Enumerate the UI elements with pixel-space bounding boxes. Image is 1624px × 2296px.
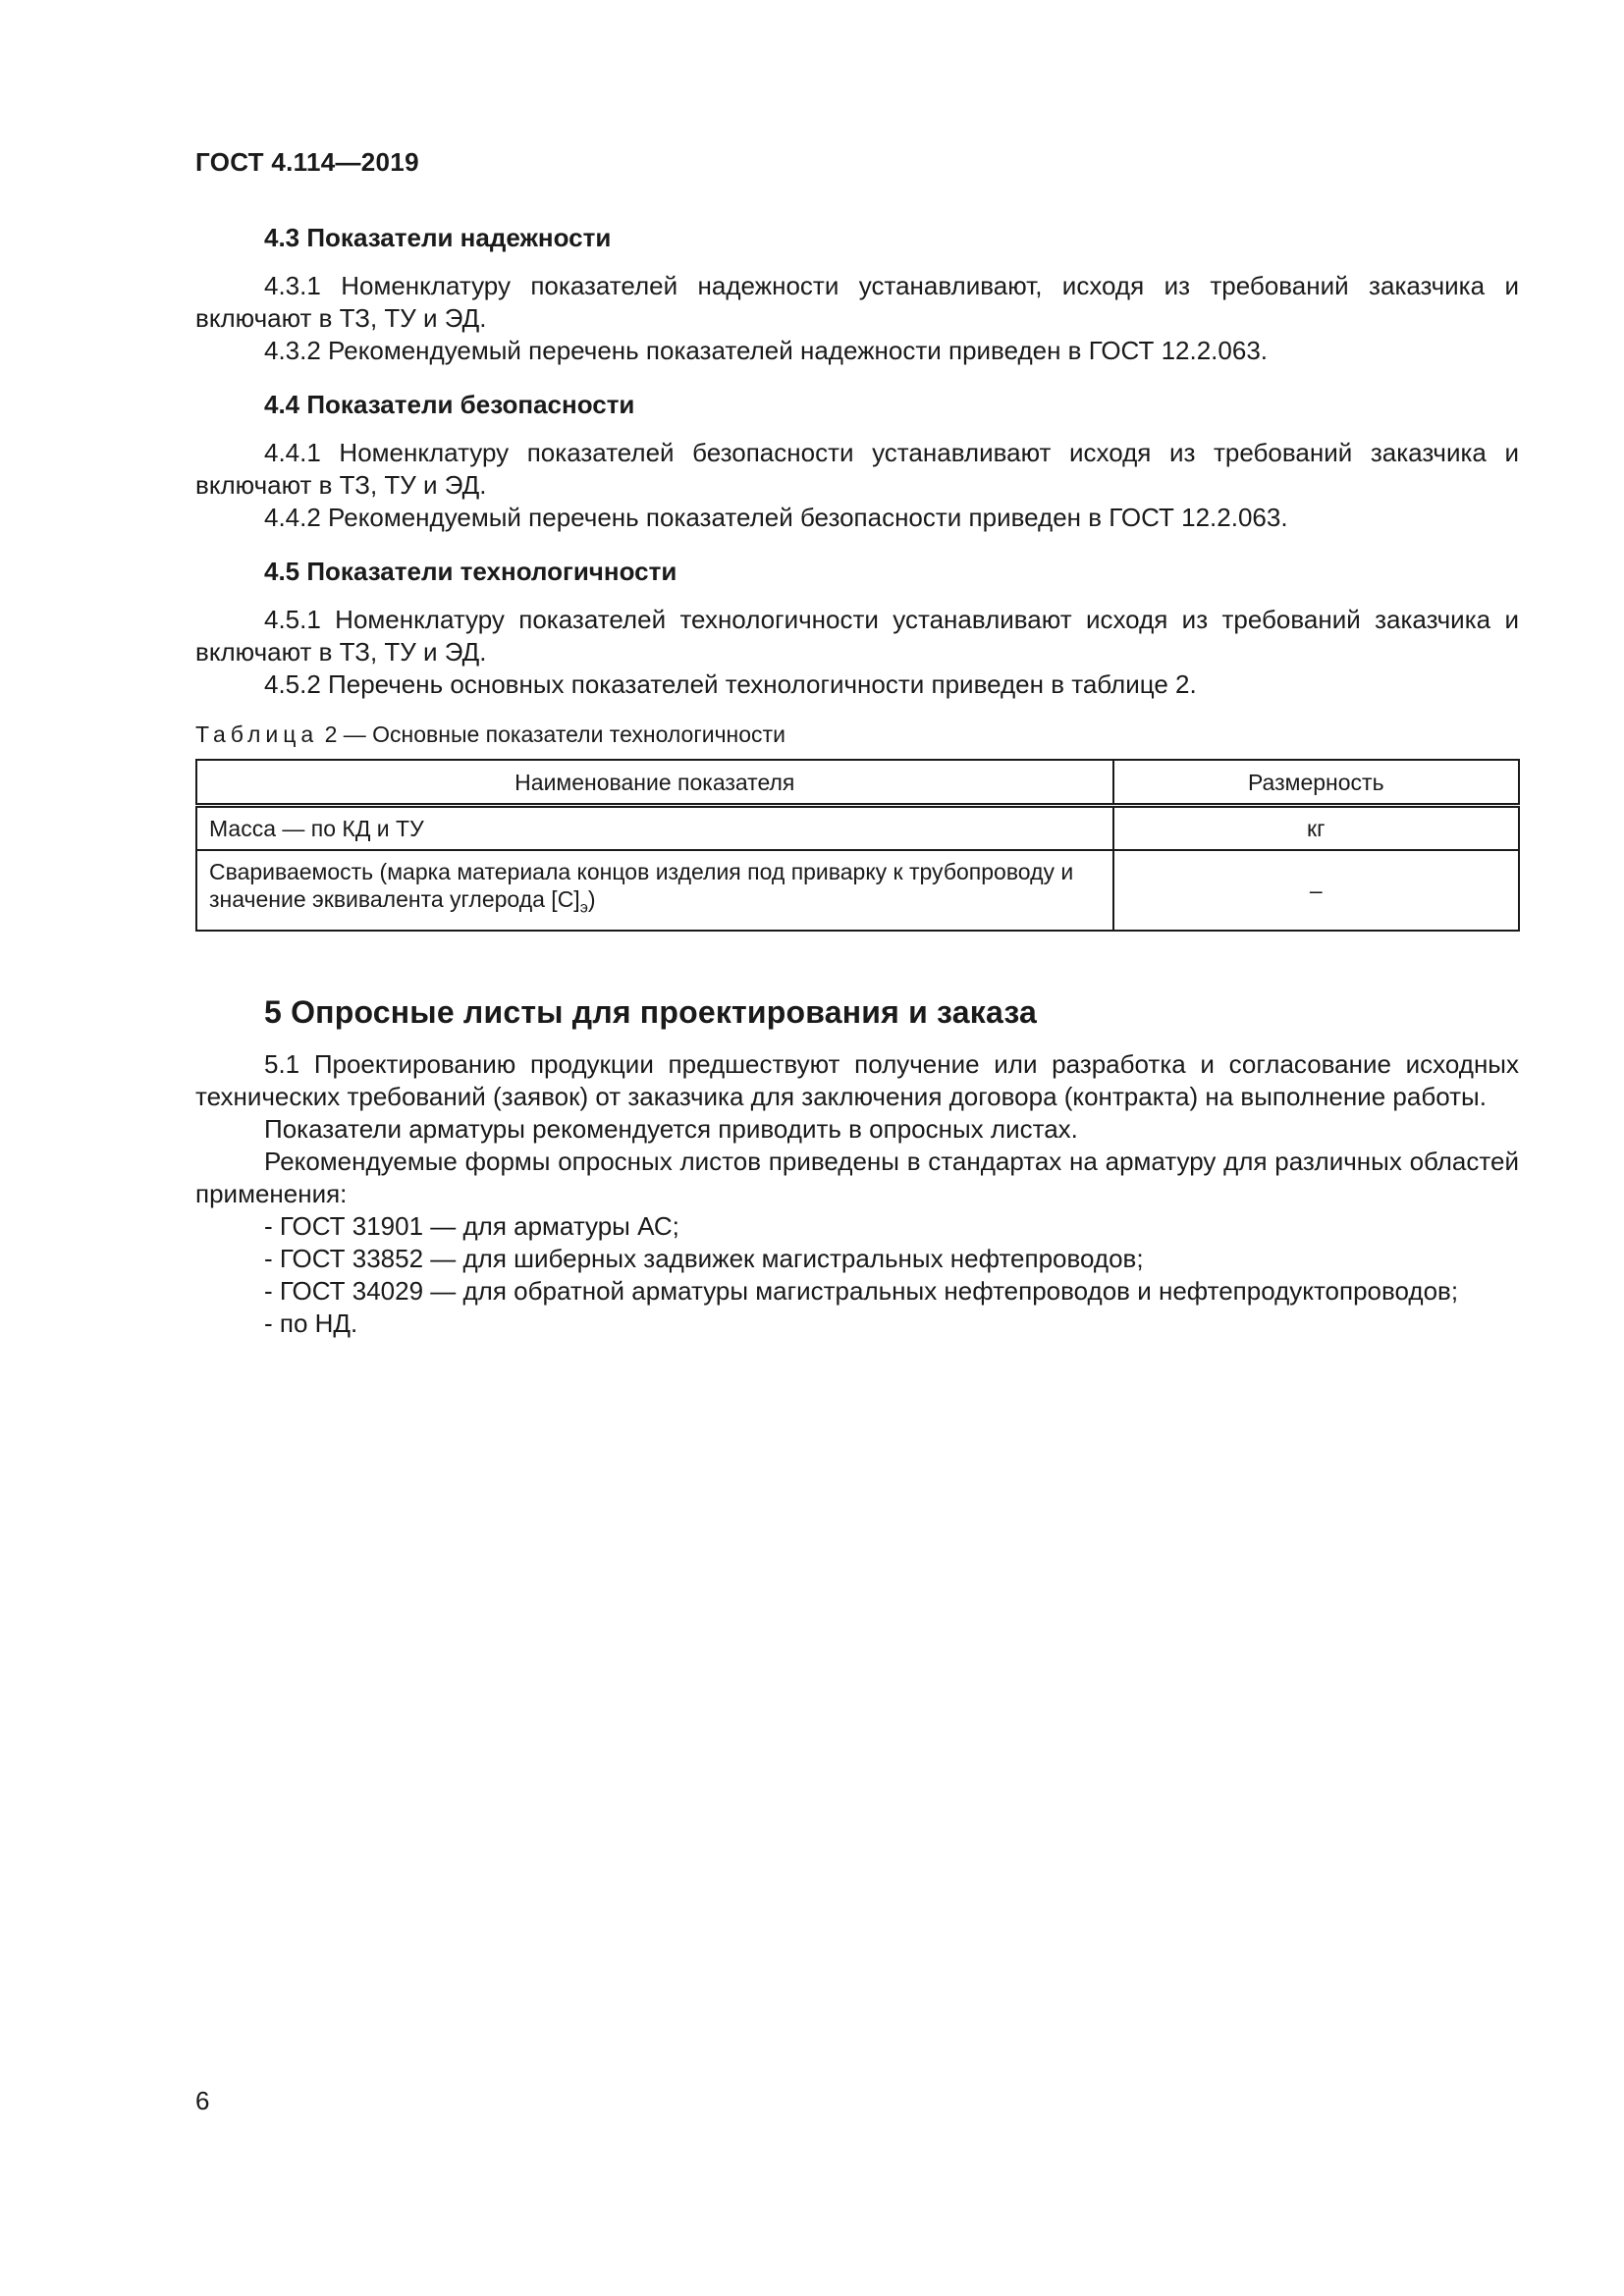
page-number: 6 (195, 2086, 210, 2115)
table-row (196, 850, 1519, 931)
document-body (195, 222, 1519, 1340)
paragraph-4-5-2: 4.5.2 Перечень основных показателей технологичности приведен в таблице 2. (264, 669, 1197, 699)
table-cell-unit: – (1113, 850, 1519, 931)
table-2-caption (195, 719, 1519, 751)
table-header-row (196, 760, 1519, 806)
paragraph-4-4-1: 4.4.1 Номенклатуру показателей безопасности устанавливают исходя из требований заказчика и включают в ТЗ, ТУ и ЭД. (195, 438, 1519, 500)
cell-text-end: ) (587, 886, 596, 912)
list-item: - ГОСТ 33852 — для шиберных задвижек магистральных нефтепроводов; (264, 1243, 1144, 1273)
document-header: ГОСТ 4.114—2019 (195, 147, 419, 177)
cell-text: Свариваемость (марка материала концов изделия под приварку к трубопроводу и значение эквивалента углерода [С] (209, 859, 1074, 912)
section-4-3-body (195, 270, 1519, 367)
section-4-4-title: 4.4 Показатели безопасности (264, 390, 635, 419)
column-header-unit: Размерность (1113, 760, 1519, 806)
list-item: - ГОСТ 34029 — для обратной арматуры магистральных нефтепроводов и нефтепродуктопроводов; (264, 1275, 1459, 1306)
column-header-name: Наименование показателя (196, 760, 1113, 806)
paragraph-4-3-2: 4.3.2 Рекомендуемый перечень показателей надежности приведен в ГОСТ 12.2.063. (264, 336, 1268, 365)
table-cell-name: Масса — по КД и ТУ (196, 806, 1113, 851)
paragraph-5-3: Рекомендуемые формы опросных листов приведены в стандартах на арматуру для различных областей применения: (195, 1146, 1519, 1208)
list-item: - ГОСТ 31901 — для арматуры АС; (264, 1210, 679, 1241)
paragraph-4-4-2: 4.4.2 Рекомендуемый перечень показателей безопасности приведен в ГОСТ 12.2.063. (264, 503, 1288, 532)
section-5-title: 5 Опросные листы для проектирования и заказа (264, 993, 1038, 1030)
section-4-5-body (195, 604, 1519, 701)
table-cell-name (196, 850, 1113, 931)
table-cell-unit: кг (1113, 806, 1519, 851)
paragraph-5-2: Показатели арматуры рекомендуется приводить в опросных листах. (264, 1113, 1078, 1144)
paragraph-4-5-1: 4.5.1 Номенклатуру показателей технологичности устанавливают исходя из требований заказчика и включают в ТЗ, ТУ и ЭД. (195, 605, 1519, 667)
section-4-4-body (195, 437, 1519, 534)
table-caption-text: 2 — Основные показатели технологичности (318, 721, 785, 747)
cell-subscript: э (579, 899, 588, 917)
section-5-body (195, 1048, 1519, 1340)
section-4-5-title: 4.5 Показатели технологичности (264, 557, 677, 586)
table-2 (195, 759, 1520, 932)
paragraph-5-1: 5.1 Проектированию продукции предшествуют получение или разработка и согласование исходных технических требований (заявок) от заказчика для заключения договора (контракта) на выполнение работы. (195, 1048, 1519, 1111)
list-item: - по НД. (264, 1308, 358, 1338)
paragraph-4-3-1: 4.3.1 Номенклатуру показателей надежности устанавливают, исходя из требований заказчика и включают в ТЗ, ТУ и ЭД. (195, 271, 1519, 333)
table-row (196, 806, 1519, 851)
table-caption-label: Таблица (195, 721, 319, 747)
section-4-3-title: 4.3 Показатели надежности (264, 223, 612, 252)
